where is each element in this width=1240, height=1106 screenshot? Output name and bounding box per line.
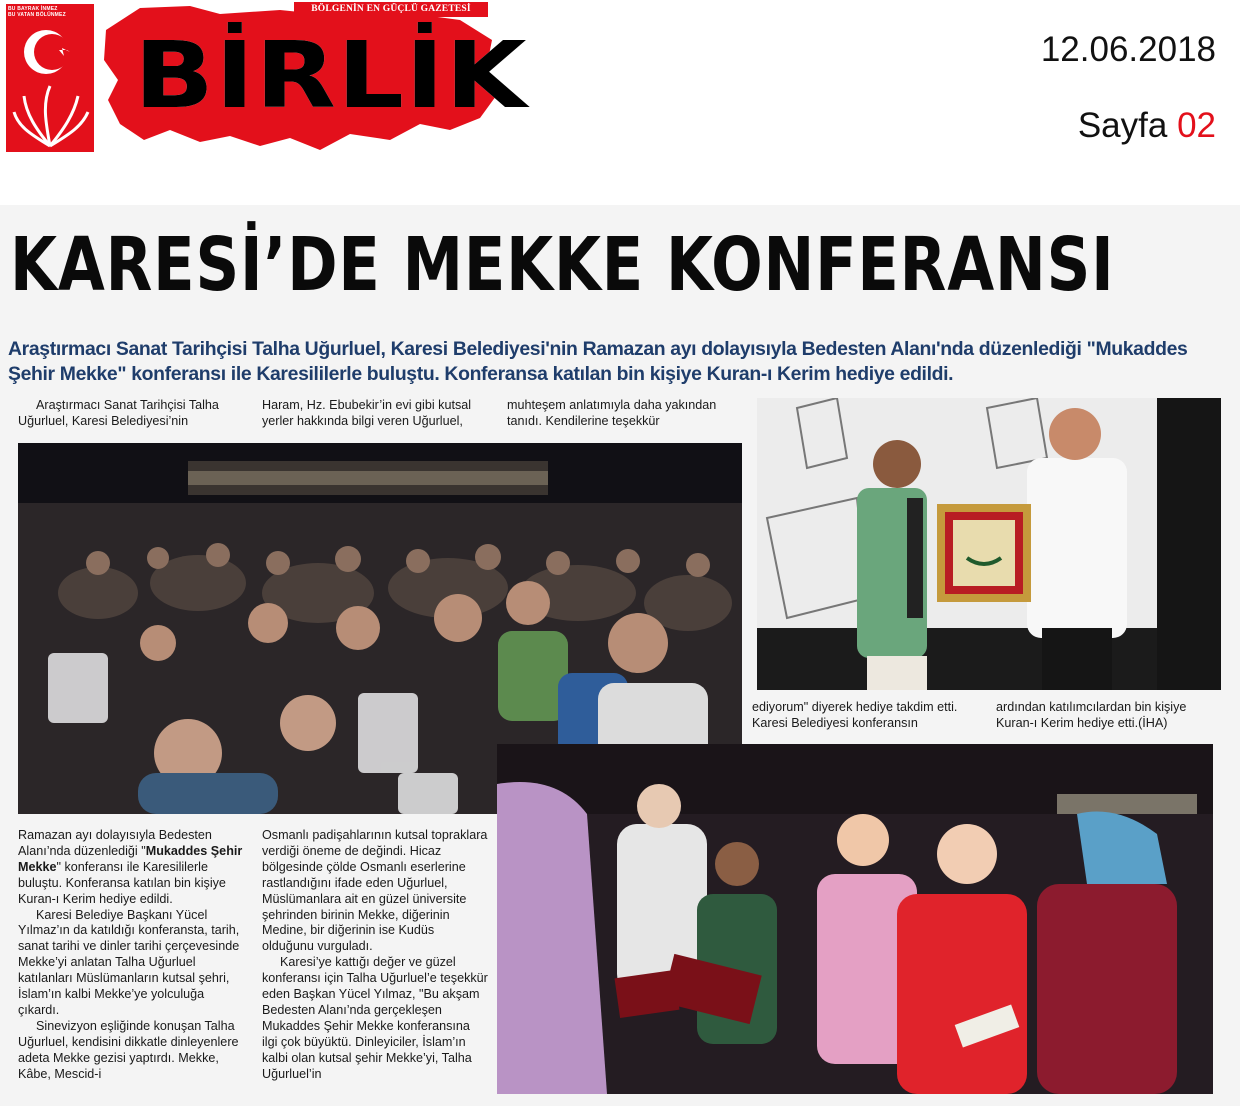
top-column-2: Haram, Hz. Ebubekir’in evi gibi kutsal yerler hakkında bilgi veren Uğurluel,: [262, 398, 472, 428]
quran-gift-photo: [497, 744, 1213, 1094]
newspaper-name: BİRLİK: [134, 22, 528, 129]
body-text: " konferansı ile Karesililerle buluştu. Konferansa katılan bin kişiye Kuran-ı Kerim hediye edildi.: [18, 859, 226, 906]
plaque-presentation-photo: [757, 398, 1221, 690]
body-paragraph-3: Sinevizyon eşliğinde konuşan Talha Uğurluel, kendisini dikkatle dinleyenlere adeta Mekke gezisi yaptırdı. Mekke, Kâbe, Mescid-i: [18, 1018, 239, 1081]
flag-logo: [6, 4, 94, 152]
top-column-1: Araştırmacı Sanat Tarihçisi Talha Uğurluel, Karesi Belediyesi’nin: [18, 398, 219, 428]
masthead-tagline: BÖLGENİN EN GÜÇLÜ GAZETESİ: [294, 2, 488, 17]
body-text: Ramazan ayı dolayısıyla Bedesten Alanı’nda düzenlediği ": [18, 828, 212, 858]
issue-date: 12.06.2018: [1040, 30, 1216, 69]
body-paragraph-5: Karesi’ye kattığı değer ve güzel konferansı için Talha Uğurluel’e teşekkür eden Başkan Yücel Yılmaz, "Bu akşam Bedesten Alanı’nda gerçekleşen Mukaddes Şehir Mekke konferansına ilgi çok büyüktü. Dinleyiciler, İslam’ın kalbi olan kutsal şehir Mekke’yi, Talha Uğurluel’in: [262, 955, 488, 1081]
page-label: Sayfa: [1077, 106, 1168, 145]
body-paragraph-4: Osmanlı padişahlarının kutsal topraklara verdiği öneme de değindi. Hicaz bölgesinde çölde Osmanlı eserlerine rastlandığını ifade eden Uğurluel, Müslümanlara ait en güzel üniversite şehrinden birinin Mekke, diğerinin Medine, bir diğerinin ise Kudüs olduğunu vurguladı.: [262, 828, 488, 954]
page-indicator: [1078, 106, 1216, 146]
conference-title: Mukaddes Şehir Mekke: [18, 843, 243, 874]
page-number: 02: [1177, 106, 1216, 145]
article-lead: Araştırmacı Sanat Tarihçisi Talha Uğurluel, Karesi Belediyesi'nin Ramazan ayı dolayısıyla Bedesten Alanı'nda düzenlediği "Mukaddes Şehir Mekke" konferansı ile Karesililerle buluştu. Konferansa katılan bin kişiye Kuran-ı Kerim hediye edildi.: [8, 338, 1188, 385]
body-column-1: [18, 828, 244, 1083]
right-column-1: ediyorum" diyerek hediye takdim etti. Karesi Belediyesi konferansın: [752, 700, 958, 730]
top-column-3: muhteşem anlatımıyla daha yakından tanıdı. Kendilerine teşekkür: [507, 398, 717, 428]
body-paragraph-2: Karesi Belediye Başkanı Yücel Yılmaz’ın da katıldığı konferansta, tarih, sanat tarihi ve dinler tarihi çerçevesinde Mekke’yi anlatan Talha Uğurluel katılanları Müslümanların kutsal şehri, İslam’ın kalbi Mekke’ye yolculuğa çıkardı.: [18, 907, 240, 1017]
body-paragraph-1: [18, 828, 244, 908]
body-column-2: [262, 828, 488, 1083]
flag-slogan-line-1: BU BAYRAK İNMEZ: [8, 6, 58, 12]
flag-slogan-line-2: BU VATAN BÖLÜNMEZ: [8, 12, 66, 18]
right-column-2: ardından katılımcılardan bin kişiye Kuran-ı Kerim hediye etti.(İHA): [996, 700, 1187, 730]
crescent-star-icon: [6, 4, 94, 152]
article-headline: KARESİ’DE MEKKE KONFERANSI: [10, 222, 1115, 308]
